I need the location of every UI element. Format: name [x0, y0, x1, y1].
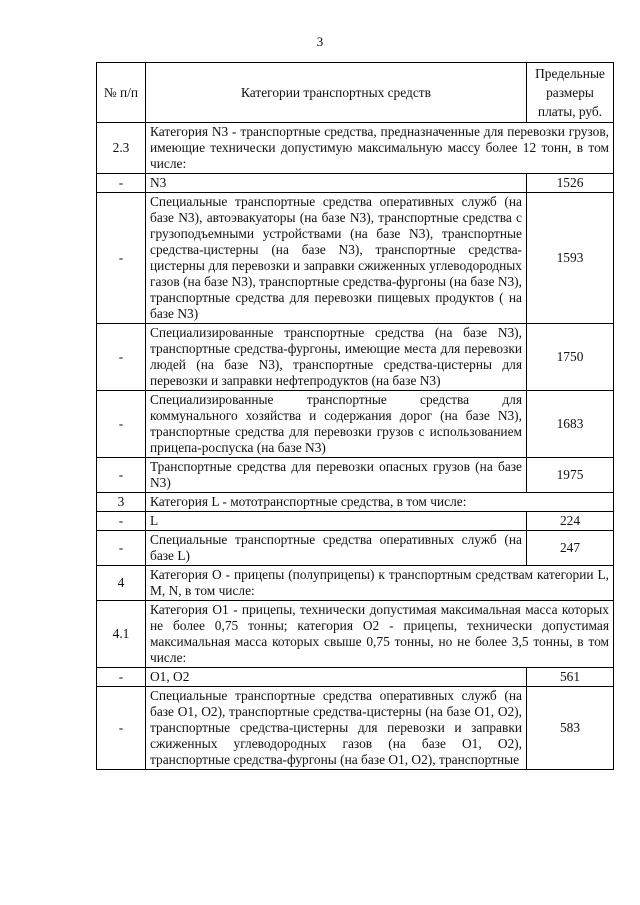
table-row [97, 493, 614, 512]
row-text: L [146, 512, 527, 531]
row-number: 4.1 [97, 601, 146, 668]
row-text: Специальные транспортные средства оперативных служб (на базе L) [146, 531, 527, 566]
table-row [97, 324, 614, 391]
row-text: Специальные транспортные средства оперативных служб (на базе O1, O2), транспортные средства-цистерны (на базе O1, O2), транспортные средства-цистерны для перевозки и заправки сжиженных углеводородных газов (на базе O1, O2), транспортные средства-фургоны (на базе O1, O2), транспортные [146, 687, 527, 770]
page-number: 3 [316, 34, 324, 49]
row-text: N3 [146, 174, 527, 193]
row-number: - [97, 391, 146, 458]
table-row [97, 391, 614, 458]
row-number: - [97, 668, 146, 687]
row-text: Категория N3 - транспортные средства, предназначенные для перевозки грузов, имеющие технически допустимую максимальную массу более 12 тонн, в том числе: [146, 123, 614, 174]
column-header-number: № п/п [97, 63, 146, 123]
column-header-category: Категории транспортных средств [146, 63, 527, 123]
row-number: 2.3 [97, 123, 146, 174]
table-row [97, 566, 614, 601]
row-fee: 247 [527, 531, 614, 566]
row-fee: 1975 [527, 458, 614, 493]
row-fee: 1683 [527, 391, 614, 458]
table-row [97, 601, 614, 668]
row-fee: 561 [527, 668, 614, 687]
row-number: - [97, 458, 146, 493]
row-fee: 1593 [527, 193, 614, 324]
row-number: - [97, 687, 146, 770]
row-text: Категория О - прицепы (полуприцепы) к транспортным средствам категории L, M, N, в том числе: [146, 566, 614, 601]
table-row [97, 193, 614, 324]
row-number: - [97, 193, 146, 324]
table-header-row [97, 63, 614, 123]
table-row [97, 458, 614, 493]
row-text: Специальные транспортные средства оперативных служб (на базе N3), автоэвакуаторы (на базе N3), транспортные средства с грузоподъемными устройствами (на базе N3), транспортные средства-цистерны (на базе N3), транспортные средства-цистерны для перевозки и заправки сжиженных углеводородных газов (на базе N3), транспортные средства-фургоны (на базе N3), транспортные средства для перевозки пищевых продуктов ( на базе N3) [146, 193, 527, 324]
table-row [97, 123, 614, 174]
row-fee: 224 [527, 512, 614, 531]
row-fee: 1750 [527, 324, 614, 391]
fees-table [96, 62, 614, 770]
row-text: Транспортные средства для перевозки опасных грузов (на базе N3) [146, 458, 527, 493]
row-fee: 583 [527, 687, 614, 770]
row-text: Специализированные транспортные средства (на базе N3), транспортные средства-фургоны, имеющие места для перевозки людей (на базе N3), транспортные средства-цистерны для перевозки и заправки нефтепродуктов (на базе N3) [146, 324, 527, 391]
table-row [97, 687, 614, 770]
row-number: - [97, 174, 146, 193]
table-row [97, 531, 614, 566]
row-number: 3 [97, 493, 146, 512]
row-text: Категория O1 - прицепы, технически допустимая максимальная масса которых не более 0,75 тонны; категория O2 - прицепы, технически допустимая максимальная масса которых свыше 0,75 тонны, но не более 3,5 тонны, в том числе: [146, 601, 614, 668]
row-text: Специализированные транспортные средства для коммунального хозяйства и содержания дорог (на базе N3), транспортные средства для перевозки грузов с использованием прицепа-роспуска (на базе N3) [146, 391, 527, 458]
row-number: - [97, 531, 146, 566]
table-row [97, 174, 614, 193]
column-header-fee: Предельные размеры платы, руб. [527, 63, 614, 123]
row-text: O1, O2 [146, 668, 527, 687]
table-row [97, 668, 614, 687]
row-text: Категория L - мототранспортные средства, в том числе: [146, 493, 614, 512]
row-fee: 1526 [527, 174, 614, 193]
table-row [97, 512, 614, 531]
row-number: - [97, 324, 146, 391]
row-number: - [97, 512, 146, 531]
row-number: 4 [97, 566, 146, 601]
